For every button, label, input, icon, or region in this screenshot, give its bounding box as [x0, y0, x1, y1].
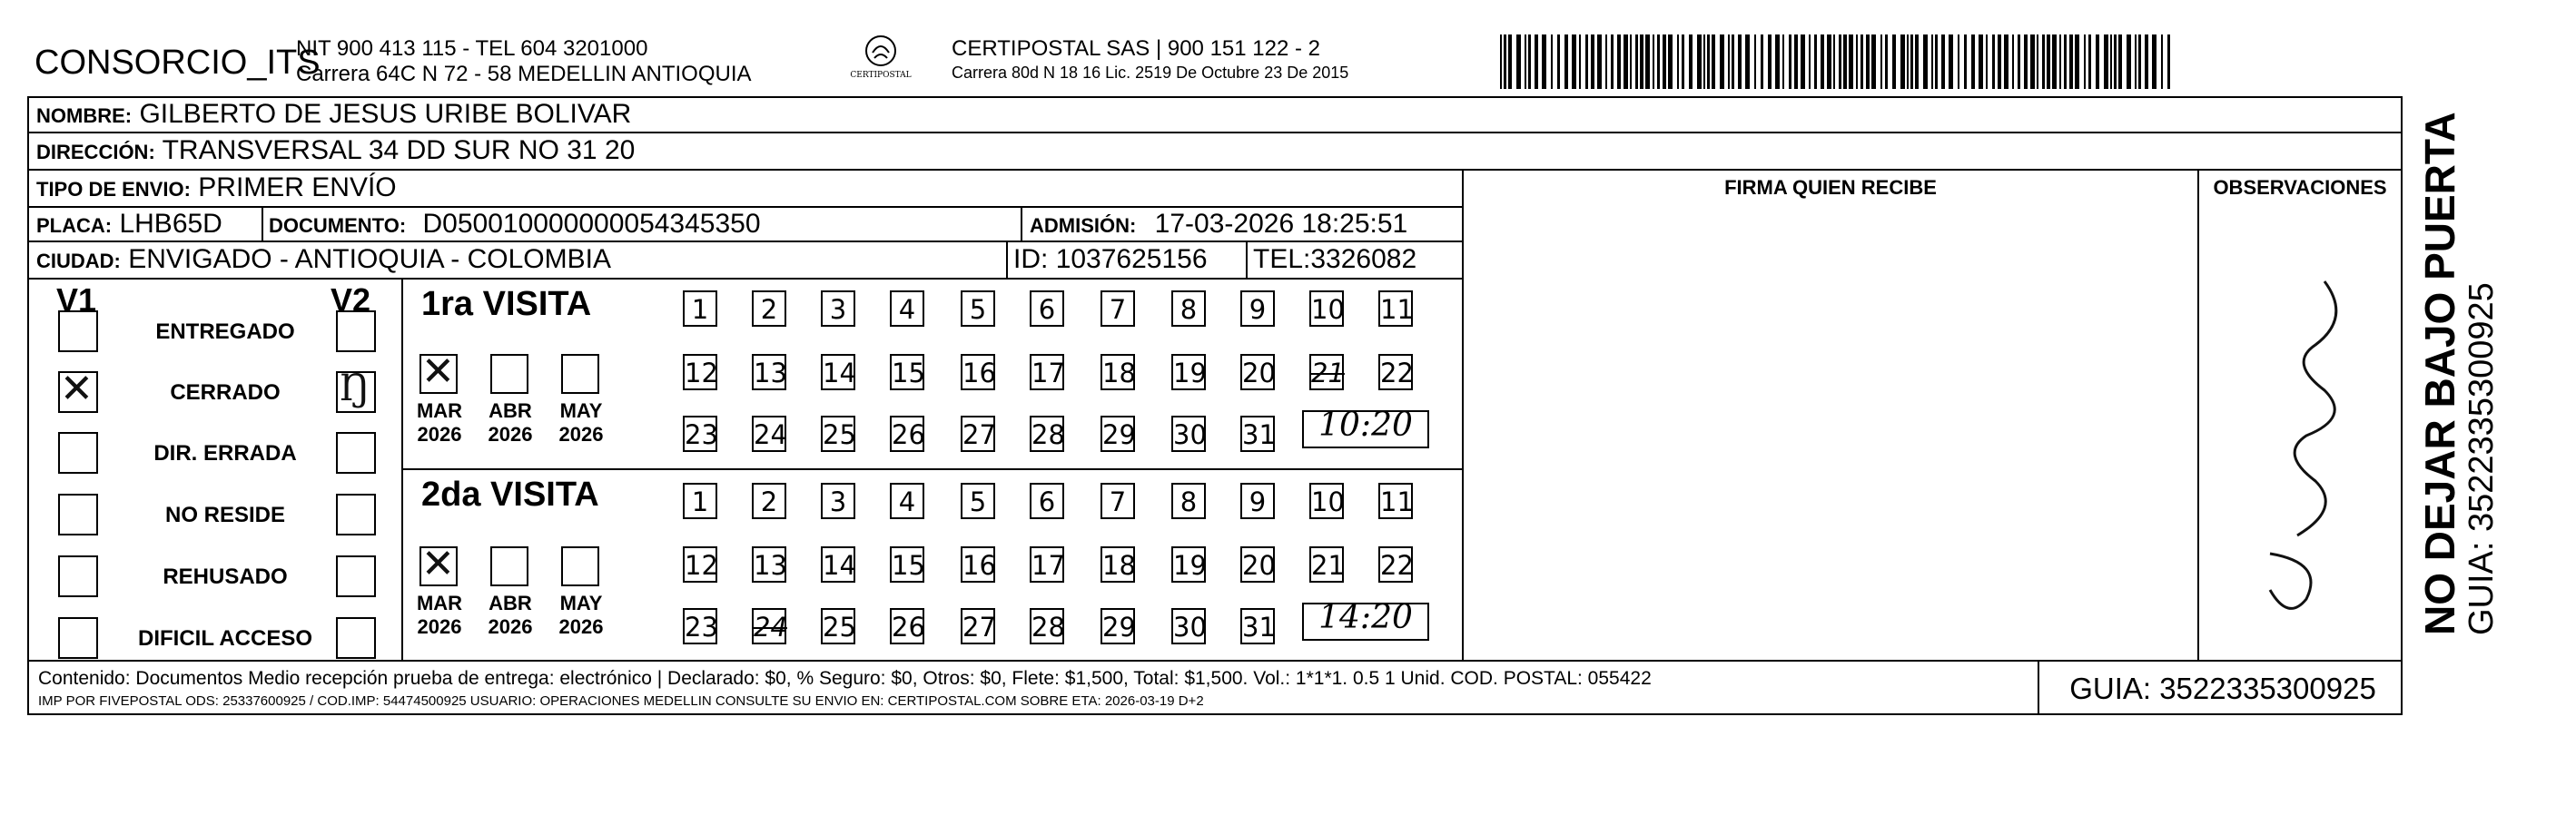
admision-value: 17-03-2026 18:25:51	[1154, 209, 1408, 239]
month-checkbox[interactable]	[490, 546, 528, 586]
documento-label: DOCUMENTO:	[269, 214, 407, 237]
v1-checkbox[interactable]	[58, 494, 98, 535]
day-box[interactable]: 23	[683, 608, 717, 644]
status-option-label: CERRADO	[170, 380, 281, 405]
barcode-bar	[1839, 34, 1841, 89]
v2-checkbox[interactable]	[336, 494, 376, 535]
barcode-bar	[1500, 34, 1502, 89]
barcode-bar	[1504, 34, 1506, 89]
barcode-bar	[1564, 34, 1568, 89]
barcode-bar	[1910, 34, 1913, 89]
barcode-bar	[1579, 34, 1581, 89]
barcode-bar	[2084, 34, 2086, 89]
barcode-bar	[2018, 34, 2020, 89]
barcode-bar	[1624, 34, 1628, 89]
day-box[interactable]: 10	[1309, 483, 1344, 519]
day-box[interactable]: 12	[683, 546, 717, 583]
barcode-bar	[1949, 34, 1953, 89]
day-box[interactable]: 3	[821, 290, 855, 327]
day-box[interactable]: 8	[1171, 290, 1206, 327]
barcode-bar	[1979, 34, 1983, 89]
tel-cell	[1253, 243, 1416, 276]
barcode-bar	[2047, 34, 2050, 89]
side-rotated-text	[2415, 112, 2524, 635]
day-box[interactable]: 27	[961, 608, 995, 644]
barcode-bar	[1720, 34, 1724, 89]
barcode-bar	[1900, 34, 1905, 89]
day-box[interactable]: 27	[961, 416, 995, 452]
carrier-address: Carrera 80d N 18 16 Lic. 2519 De Octubre 23 De 2015	[952, 64, 1349, 82]
barcode-bar	[1611, 34, 1614, 89]
ciudad-value: ENVIGADO - ANTIOQUIA - COLOMBIA	[128, 244, 611, 274]
day-box[interactable]: 30	[1171, 608, 1206, 644]
barcode-bar	[1885, 34, 1888, 89]
barcode-bar	[2118, 34, 2122, 89]
barcode-bar	[1860, 34, 1863, 89]
year-label: 2026	[558, 423, 604, 446]
month-checkbox[interactable]	[490, 354, 528, 394]
barcode-bar	[1525, 34, 1526, 89]
barcode-bar	[1992, 34, 1995, 89]
barcode-bar	[1557, 34, 1560, 89]
day-box[interactable]: 21	[1309, 546, 1344, 583]
barcode	[1500, 34, 2181, 89]
barcode-bar	[1653, 34, 1654, 89]
v1-checkbox[interactable]	[58, 617, 98, 659]
v1-checkbox[interactable]	[58, 432, 98, 474]
barcode-bar	[1682, 34, 1684, 89]
direccion-row	[36, 134, 635, 169]
contenido-line: Contenido: Documentos Medio recepción prueba de entrega: electrónico | Declarado: $0, % Seguro: $0, Otros: $0, Flete: $1,500, Total: $1,500. Vol.: 1*1*1. 0.5 1 Unid. COD. POSTAL: 055422	[38, 668, 1652, 689]
barcode-bar	[1689, 34, 1693, 89]
first-visit-title: 1ra VISITA	[421, 285, 592, 323]
observaciones-header: OBSERVACIONES	[2213, 176, 2387, 199]
v2-checkbox[interactable]	[336, 617, 376, 659]
barcode-bar	[1572, 34, 1576, 89]
day-box[interactable]: 31	[1240, 416, 1275, 452]
barcode-bar	[1761, 34, 1763, 89]
day-box[interactable]: 7	[1100, 290, 1135, 327]
month-label: ABR	[489, 592, 532, 614]
day-box[interactable]: 22	[1378, 546, 1413, 583]
day-box[interactable]: 5	[961, 290, 995, 327]
direccion-label: DIRECCIÓN:	[36, 141, 155, 163]
day-box[interactable]: 13	[752, 546, 786, 583]
day-box[interactable]: 9	[1240, 290, 1275, 327]
direccion-value: TRANSVERSAL 34 DD SUR NO 31 20	[162, 135, 636, 165]
documento-cell	[269, 208, 761, 242]
barcode-bar	[1516, 34, 1521, 89]
barcode-bar	[2064, 34, 2067, 89]
day-box[interactable]: 20	[1240, 354, 1275, 390]
logo-text: CERTIPOSTAL	[850, 71, 912, 80]
barcode-bar	[2052, 34, 2057, 89]
barcode-bar	[1871, 34, 1876, 89]
barcode-bar	[1935, 34, 1938, 89]
month-check-mark: ✕	[421, 349, 455, 395]
no-dejar-text: NO DEJAR BAJO PUERTA	[2416, 112, 2463, 635]
month-label: ABR	[489, 399, 532, 422]
v1-checkbox[interactable]	[58, 310, 98, 352]
barcode-bar	[1732, 34, 1734, 89]
barcode-bar	[1745, 34, 1750, 89]
day-box[interactable]: 28	[1030, 608, 1064, 644]
day-box[interactable]: 4	[890, 483, 924, 519]
barcode-bar	[2096, 34, 2099, 89]
barcode-bar	[1657, 34, 1660, 89]
barcode-bar	[1712, 34, 1715, 89]
day-box[interactable]: 29	[1100, 608, 1135, 644]
barcode-bar	[1782, 34, 1784, 89]
day-box[interactable]: 9	[1240, 483, 1275, 519]
v2-checkbox[interactable]	[336, 555, 376, 597]
day-box[interactable]: 24	[752, 608, 786, 644]
barcode-bar	[1986, 34, 1988, 89]
day-box[interactable]: 21	[1309, 354, 1344, 390]
barcode-bar	[1508, 34, 1512, 89]
day-box[interactable]: 17	[1030, 354, 1064, 390]
barcode-bar	[1668, 34, 1673, 89]
guia-box: GUIA: 3522335300925	[2069, 672, 2376, 705]
status-option-label: REHUSADO	[163, 565, 288, 589]
barcode-bar	[2059, 34, 2061, 89]
barcode-bar	[1597, 34, 1602, 89]
barcode-bar	[1814, 34, 1817, 89]
day-box[interactable]: 31	[1240, 608, 1275, 644]
day-box[interactable]: 12	[683, 354, 717, 390]
day-box[interactable]: 14	[821, 354, 855, 390]
day-box[interactable]: 19	[1171, 546, 1206, 583]
day-box[interactable]: 26	[890, 416, 924, 452]
placa-value: LHB65D	[119, 209, 222, 239]
barcode-bar	[1697, 34, 1702, 89]
tipo-value: PRIMER ENVÍO	[198, 172, 397, 202]
barcode-bar	[1843, 34, 1847, 89]
brand-name: CONSORCIO_ITS	[35, 44, 321, 82]
v2-header: V2	[331, 281, 371, 319]
barcode-bar	[2152, 34, 2157, 89]
observaciones-signature	[2216, 263, 2379, 626]
tipo-label: TIPO DE ENVIO:	[36, 178, 191, 201]
status-option-label: DIFICIL ACCESO	[137, 626, 312, 651]
day-box[interactable]: 18	[1100, 546, 1135, 583]
barcode-bar	[1630, 34, 1632, 89]
id-label: ID:	[1013, 244, 1049, 274]
day-box[interactable]: 7	[1100, 483, 1135, 519]
barcode-bar	[2110, 34, 2112, 89]
day-box[interactable]: 26	[890, 608, 924, 644]
day-box[interactable]: 8	[1171, 483, 1206, 519]
day-box[interactable]: 11	[1378, 290, 1413, 327]
day-box[interactable]: 16	[961, 546, 995, 583]
day-box[interactable]: 23	[683, 416, 717, 452]
day-box[interactable]: 22	[1378, 354, 1413, 390]
day-box[interactable]: 13	[752, 354, 786, 390]
month-checkbox[interactable]	[561, 546, 599, 586]
barcode-bar	[1707, 34, 1710, 89]
barcode-bar	[2114, 34, 2117, 89]
barcode-bar	[1617, 34, 1621, 89]
tel-label: TEL:	[1253, 244, 1311, 274]
barcode-bar	[1998, 34, 2001, 89]
month-checkbox[interactable]	[561, 354, 599, 394]
tipo-row	[36, 172, 397, 206]
tel-value: 3326082	[1310, 244, 1417, 274]
month-label: MAR	[416, 399, 463, 422]
barcode-bar	[2104, 34, 2108, 89]
barcode-bar	[1703, 34, 1705, 89]
month-label: MAR	[416, 592, 463, 614]
documento-value: D050010000000054345350	[422, 209, 761, 239]
admision-label: ADMISIÓN:	[1030, 214, 1137, 237]
first-visit-time: 10:20	[1318, 407, 1413, 444]
barcode-bar	[1971, 34, 1975, 89]
barcode-bar	[1941, 34, 1945, 89]
barcode-bar	[1605, 34, 1607, 89]
barcode-bar	[1768, 34, 1772, 89]
status-option-label: NO RESIDE	[164, 503, 286, 527]
barcode-bar	[1663, 34, 1666, 89]
nombre-row	[36, 98, 631, 133]
v1-checkbox[interactable]	[58, 555, 98, 597]
barcode-bar	[2024, 34, 2028, 89]
day-box[interactable]: 14	[821, 546, 855, 583]
certipostal-logo	[840, 33, 922, 83]
barcode-bar	[1789, 34, 1791, 89]
barcode-bar	[1827, 34, 1831, 89]
day-box[interactable]: 19	[1171, 354, 1206, 390]
day-box[interactable]: 3	[821, 483, 855, 519]
barcode-bar	[1809, 34, 1811, 89]
id-value: 1037625156	[1055, 244, 1208, 274]
nit-line: NIT 900 413 115 - TEL 604 3201000	[296, 36, 648, 61]
barcode-bar	[1542, 34, 1546, 89]
barcode-bar	[1880, 34, 1882, 89]
barcode-bar	[1892, 34, 1896, 89]
barcode-bar	[2037, 34, 2038, 89]
barcode-bar	[2135, 34, 2137, 89]
day-box[interactable]: 29	[1100, 416, 1135, 452]
barcode-bar	[1728, 34, 1730, 89]
year-label: 2026	[417, 423, 462, 446]
day-box[interactable]: 17	[1030, 546, 1064, 583]
year-label: 2026	[417, 615, 462, 638]
barcode-bar	[1915, 34, 1919, 89]
day-box[interactable]: 6	[1030, 290, 1064, 327]
day-box[interactable]: 20	[1240, 546, 1275, 583]
barcode-bar	[1635, 34, 1638, 89]
barcode-bar	[1931, 34, 1933, 89]
day-box[interactable]: 25	[821, 416, 855, 452]
admision-cell	[1030, 208, 1407, 242]
barcode-bar	[1866, 34, 1870, 89]
barcode-bar	[2075, 34, 2079, 89]
day-box[interactable]: 24	[752, 416, 786, 452]
placa-cell	[36, 208, 222, 242]
second-visit-title: 2da VISITA	[421, 476, 599, 514]
barcode-bar	[2127, 34, 2131, 89]
barcode-bar	[1775, 34, 1780, 89]
barcode-bar	[1551, 34, 1553, 89]
side-guia-text: GUIA: 3522335300925	[2462, 282, 2501, 635]
status-option-label: ENTREGADO	[155, 319, 295, 344]
barcode-bar	[1801, 34, 1805, 89]
barcode-bar	[2030, 34, 2035, 89]
barcode-bar	[1754, 34, 1756, 89]
barcode-bar	[1821, 34, 1824, 89]
day-box[interactable]: 6	[1030, 483, 1064, 519]
barcode-bar	[2042, 34, 2045, 89]
barcode-bar	[1833, 34, 1835, 89]
v1-header: V1	[56, 281, 97, 319]
barcode-bar	[2138, 34, 2141, 89]
v2-checkbox[interactable]	[336, 432, 376, 474]
barcode-bar	[2145, 34, 2148, 89]
v2-checkbox[interactable]	[336, 310, 376, 352]
day-box[interactable]: 2	[752, 483, 786, 519]
day-box[interactable]: 16	[961, 354, 995, 390]
day-box[interactable]: 30	[1171, 416, 1206, 452]
day-box[interactable]: 2	[752, 290, 786, 327]
barcode-bar	[1964, 34, 1967, 89]
month-label: MAY	[559, 592, 603, 614]
month-check-mark: ✕	[421, 541, 455, 587]
id-cell	[1013, 243, 1208, 276]
day-box[interactable]: 15	[890, 354, 924, 390]
carrier-name: CERTIPOSTAL SAS | 900 151 122 - 2	[952, 36, 1320, 61]
barcode-bar	[1738, 34, 1742, 89]
barcode-bar	[1849, 34, 1853, 89]
day-box[interactable]: 15	[890, 546, 924, 583]
status-option-label: DIR. ERRADA	[153, 441, 297, 466]
barcode-bar	[2004, 34, 2008, 89]
day-box[interactable]: 11	[1378, 483, 1413, 519]
v2-check-mark: Ŋ	[340, 368, 370, 409]
second-visit-time: 14:20	[1318, 599, 1413, 636]
barcode-bar	[1585, 34, 1588, 89]
day-box[interactable]: 5	[961, 483, 995, 519]
ciudad-cell	[36, 243, 611, 278]
sender-address: Carrera 64C N 72 - 58 MEDELLIN ANTIOQUIA	[296, 62, 752, 86]
year-label: 2026	[488, 423, 533, 446]
barcode-bar	[2167, 34, 2170, 89]
day-box[interactable]: 1	[683, 290, 717, 327]
barcode-bar	[2088, 34, 2091, 89]
barcode-bar	[1958, 34, 1959, 89]
barcode-bar	[2012, 34, 2014, 89]
imp-line: IMP POR FIVEPOSTAL ODS: 25337600925 / COD.IMP: 54474500925 USUARIO: OPERACIONES MEDELLIN CONSULTE SU ENVIO EN: CERTIPOSTAL.COM SOBRE ETA: 2026-03-19 D+2	[38, 693, 1204, 709]
nombre-label: NOMBRE:	[36, 104, 133, 127]
barcode-bar	[1794, 34, 1798, 89]
year-label: 2026	[488, 615, 533, 638]
firma-header: FIRMA QUIEN RECIBE	[1724, 176, 1937, 199]
barcode-bar	[1535, 34, 1538, 89]
day-box[interactable]: 10	[1309, 290, 1344, 327]
ciudad-label: CIUDAD:	[36, 250, 121, 272]
barcode-bar	[1591, 34, 1594, 89]
day-box[interactable]: 25	[821, 608, 855, 644]
barcode-bar	[1640, 34, 1643, 89]
barcode-bar	[1645, 34, 1650, 89]
placa-label: PLACA:	[36, 214, 113, 237]
day-box[interactable]: 4	[890, 290, 924, 327]
barcode-bar	[2069, 34, 2073, 89]
nombre-value: GILBERTO DE JESUS URIBE BOLIVAR	[139, 99, 632, 129]
v1-check-mark: ✕	[60, 366, 94, 412]
barcode-bar	[1923, 34, 1928, 89]
year-label: 2026	[558, 615, 604, 638]
day-box[interactable]: 28	[1030, 416, 1064, 452]
month-label: MAY	[559, 399, 603, 422]
barcode-bar	[1907, 34, 1909, 89]
barcode-bar	[2161, 34, 2163, 89]
day-box[interactable]: 18	[1100, 354, 1135, 390]
day-box[interactable]: 1	[683, 483, 717, 519]
barcode-bar	[1528, 34, 1531, 89]
barcode-bar	[1856, 34, 1858, 89]
barcode-bar	[1677, 34, 1679, 89]
